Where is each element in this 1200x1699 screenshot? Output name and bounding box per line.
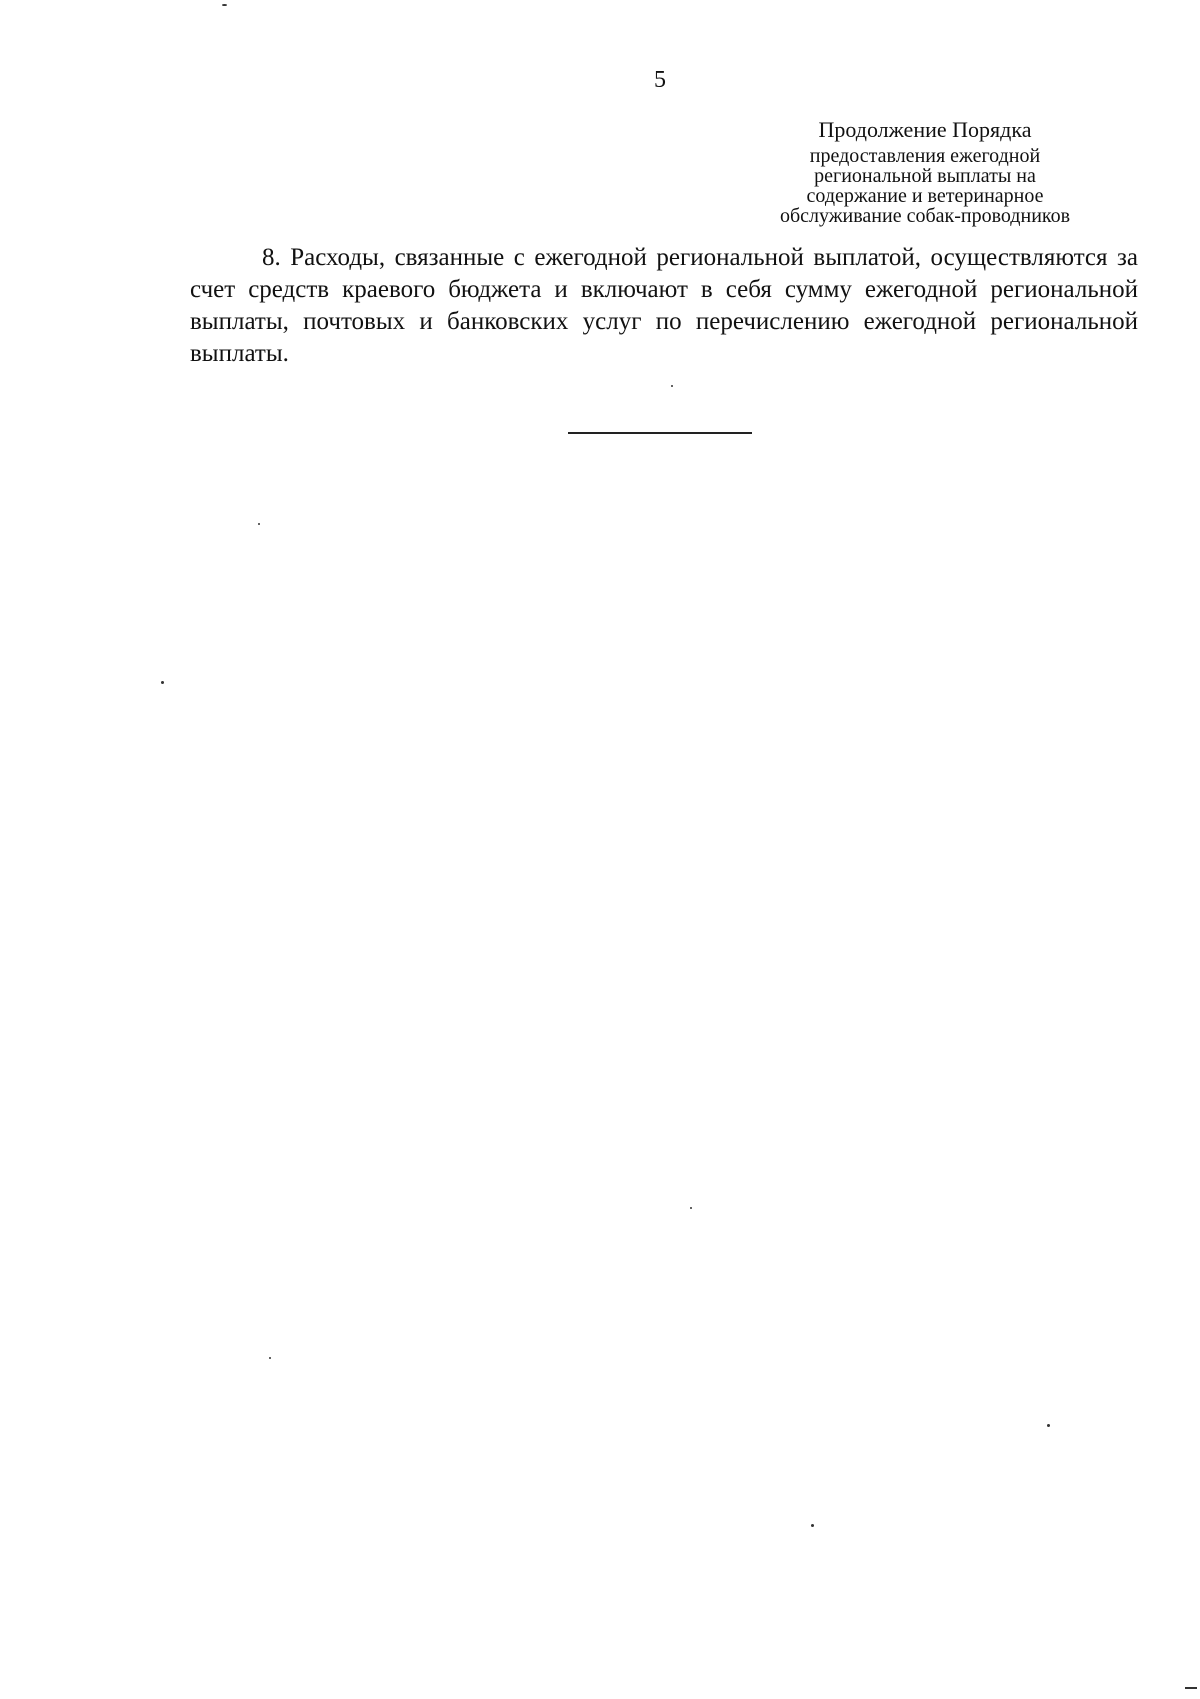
scan-speck: [269, 1357, 271, 1359]
scan-speck: [690, 1207, 692, 1209]
header-line-3: региональной выплаты на: [814, 165, 1036, 187]
header-line-1: Продолжение Порядка: [818, 117, 1032, 142]
scan-speck: [161, 681, 164, 684]
scan-speck: [258, 523, 260, 525]
scan-speck: [671, 385, 673, 387]
scan-speck: [811, 1524, 814, 1527]
paragraph-8: 8. Расходы, связанные с ежегодной региональной выплатой, осуществляются за счет средств краевого бюджета и включают в себя сумму ежегодной региональной выплаты, почтовых и банковских услуг по перечислению ежегодной региональной выплаты.: [190, 244, 1138, 367]
page-number: 5: [654, 67, 666, 93]
header-line-4: содержание и ветеринарное: [806, 185, 1044, 207]
document-header: [715, 116, 1135, 226]
scan-speck: [1047, 1424, 1050, 1427]
header-line-2: предоставления ежегодной: [809, 145, 1041, 167]
scan-speck: [222, 4, 227, 6]
end-of-document-rule: [568, 432, 752, 434]
header-line-5: обслуживание собак-проводников: [779, 205, 1071, 227]
scan-speck: [1185, 1687, 1197, 1689]
